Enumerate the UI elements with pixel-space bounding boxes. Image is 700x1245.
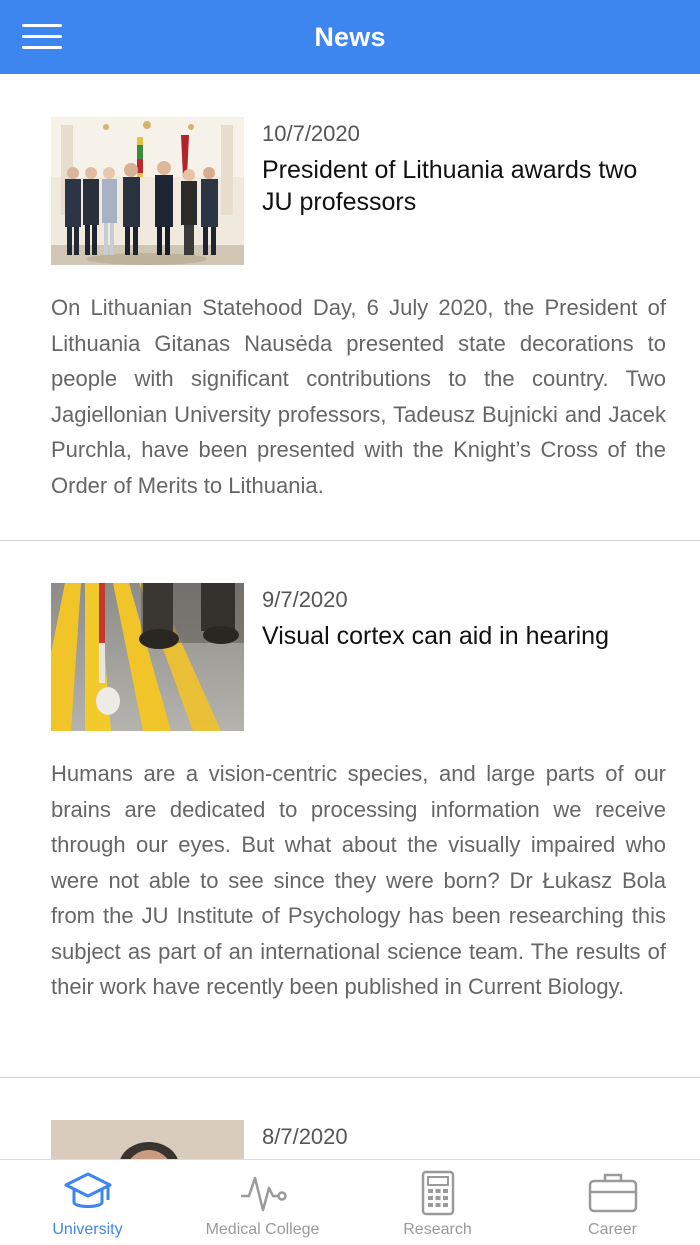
news-item[interactable] [0, 74, 700, 541]
news-title[interactable]: Visual cortex can aid in hearing [262, 622, 609, 650]
news-meta [262, 1123, 660, 1157]
news-date: 10/7/2020 [262, 121, 360, 146]
tab-label: Career [588, 1221, 637, 1238]
news-thumbnail-white-cane[interactable] [51, 583, 244, 731]
news-summary: On Lithuanian Statehood Day, 6 July 2020, the President of Lithuania Gitanas Nausėda presented state decorations to people with significant contributions to the country. Two Jagiellonian University professors, Tadeusz Bujnicki and Jacek Purchla, have been presented with the Knight’s Cross of the Order of Merits to Lithuania. [51, 295, 666, 498]
bottom-tab-bar [0, 1159, 700, 1245]
news-thumbnail-portrait[interactable] [51, 1120, 244, 1159]
heartbeat-icon [237, 1170, 289, 1216]
page-title: News [314, 21, 386, 52]
tab-label: University [52, 1221, 123, 1238]
graduation-cap-icon [62, 1170, 114, 1216]
news-date: 8/7/2020 [262, 1124, 348, 1149]
tab-university[interactable] [0, 1160, 175, 1245]
news-meta [262, 586, 660, 652]
news-title[interactable]: President of Lithuania awards two JU professors [262, 156, 638, 216]
news-date: 9/7/2020 [262, 587, 348, 612]
calculator-icon [412, 1170, 464, 1216]
tab-career[interactable] [525, 1160, 700, 1245]
news-item[interactable] [0, 1078, 700, 1159]
tab-label: Medical College [205, 1221, 320, 1238]
tab-medical-college[interactable] [175, 1160, 350, 1245]
tab-research[interactable] [350, 1160, 525, 1245]
tab-label: Research [403, 1221, 472, 1238]
briefcase-icon [587, 1170, 639, 1216]
news-summary: Humans are a vision-centric species, and large parts of our brains are dedicated to processing information we receive through our eyes. But what about the visually impaired who were not able to see since they were born? Dr Łukasz Bola from the JU Institute of Psychology has been researching this subject as part of an international science team. The results of their work have recently been published in Current Biology. [51, 761, 666, 999]
news-feed[interactable] [0, 74, 700, 1159]
news-meta [262, 120, 660, 218]
app-bar [0, 0, 700, 74]
news-thumbnail-award-ceremony[interactable] [51, 117, 244, 265]
hamburger-menu-icon[interactable] [22, 24, 62, 50]
news-item[interactable] [0, 541, 700, 1078]
